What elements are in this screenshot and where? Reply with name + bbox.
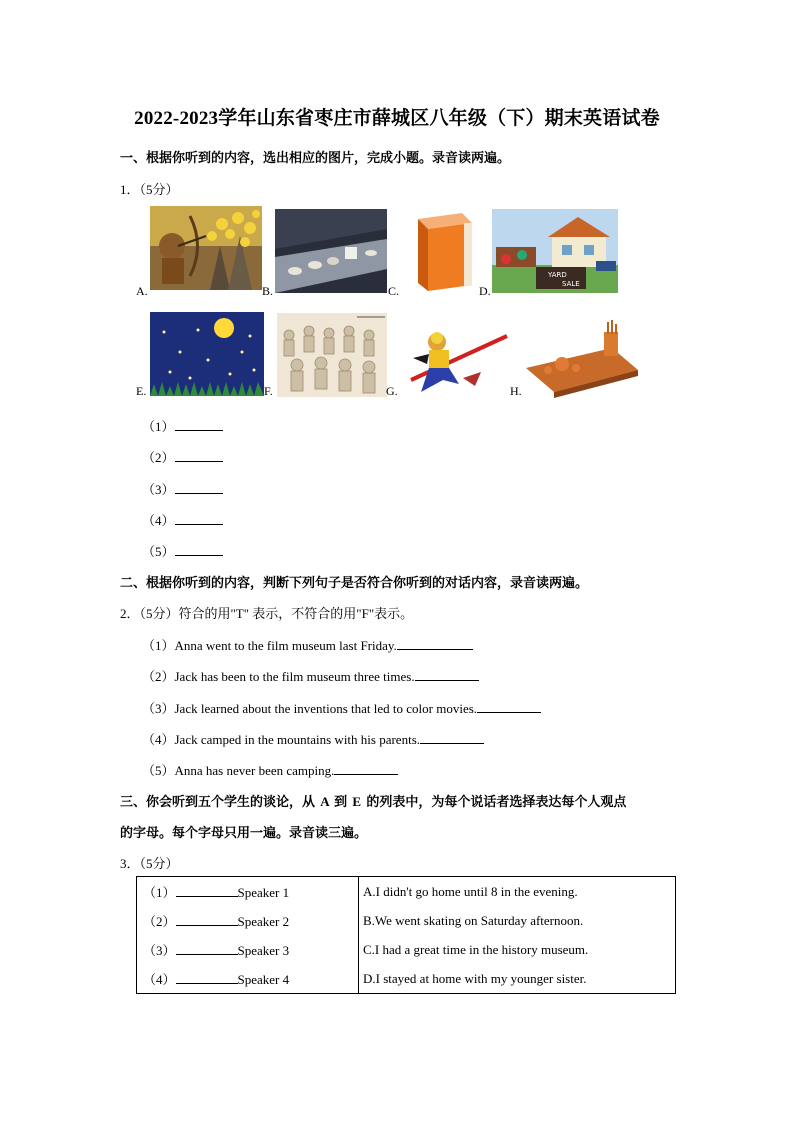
yard-sale-image	[492, 209, 618, 293]
matching-table	[136, 876, 676, 994]
book-image	[404, 211, 480, 293]
night-moon-image	[150, 312, 264, 396]
speaker-cell: （4） Speaker 4	[137, 964, 359, 994]
option-d-label: D.	[479, 284, 491, 298]
answer-blank[interactable]	[477, 700, 541, 713]
section2-heading: 二、根据你听到的内容，判断下列句子是否符合你听到的对话内容，录音读两遍。	[120, 575, 589, 590]
page-title: 2022-2023学年山东省枣庄市薛城区八年级（下）期末英语试卷	[134, 108, 660, 129]
q2-item-2: （2）Jack has been to the film museum three times.	[142, 666, 479, 685]
answer-blank[interactable]	[175, 418, 223, 431]
section3-heading-line1: 三、你会听到五个学生的谈论，从 A 到 E 的列表中，为每个说话者选择表达每个人观点	[120, 794, 627, 809]
yard-sign-line2: SALE	[562, 280, 580, 288]
tea-set-image	[524, 318, 640, 398]
answer-blank[interactable]	[175, 512, 223, 525]
monkey-king-image	[403, 318, 509, 398]
answer-blank[interactable]	[176, 884, 238, 897]
option-f-label: F.	[264, 384, 273, 398]
option-c-label: C.	[388, 284, 400, 298]
q1-answer-5: （5）	[142, 541, 223, 560]
q1-label: 1．（5分）	[120, 182, 179, 197]
option-h-label: H.	[510, 384, 522, 398]
table-row	[137, 935, 676, 964]
answer-blank[interactable]	[175, 543, 223, 556]
q1-answer-1: （1）	[142, 416, 223, 435]
option-e-label: E.	[136, 384, 147, 398]
option-g-label: G.	[386, 384, 398, 398]
speaker-cell: （3） Speaker 3	[137, 935, 359, 964]
option-cell: D.I stayed at home with my younger sister.	[359, 964, 676, 994]
q2-item-5: （5）Anna has never been camping.	[142, 760, 398, 779]
answer-blank[interactable]	[397, 637, 473, 650]
answer-blank[interactable]	[415, 668, 479, 681]
answer-blank[interactable]	[175, 481, 223, 494]
q1-answer-4: （4）	[142, 510, 223, 529]
table-row	[137, 906, 676, 935]
option-cell: C.I had a great time in the history museum.	[359, 935, 676, 964]
answer-blank[interactable]	[334, 762, 398, 775]
terracotta-warriors-image	[277, 313, 387, 397]
option-cell: B.We went skating on Saturday afternoon.	[359, 906, 676, 935]
section3-heading-line2: 的字母。每个字母只用一遍。录音读三遍。	[120, 825, 368, 840]
speaker-cell: （1） Speaker 1	[137, 877, 359, 907]
q1-answer-3: （3）	[142, 479, 223, 498]
q2-label: 2．（5分）符合的用"T" 表示，不符合的用"F"表示。	[120, 606, 414, 621]
q3-label: 3．（5分）	[120, 856, 179, 871]
museum-display-image	[275, 209, 387, 293]
yard-sign-line1: YARD	[548, 271, 567, 279]
section1-heading: 一、根据你听到的内容，选出相应的图片，完成小题。录音读两遍。	[120, 150, 511, 165]
archer-sun-image	[150, 206, 262, 290]
option-cell: A.I didn't go home until 8 in the evening.	[359, 877, 676, 907]
q2-item-1: （1）Anna went to the film museum last Friday.	[142, 635, 473, 654]
answer-blank[interactable]	[176, 913, 238, 926]
q2-item-3: （3）Jack learned about the inventions that led to color movies.	[142, 698, 541, 717]
table-row	[137, 964, 676, 994]
answer-blank[interactable]	[176, 971, 238, 984]
answer-blank[interactable]	[175, 449, 223, 462]
table-row	[137, 877, 676, 907]
option-b-label: B.	[262, 284, 274, 298]
option-a-label: A.	[136, 284, 148, 298]
answer-blank[interactable]	[420, 731, 484, 744]
speaker-cell: （2） Speaker 2	[137, 906, 359, 935]
answer-blank[interactable]	[176, 942, 238, 955]
q1-answer-2: （2）	[142, 447, 223, 466]
q2-item-4: （4）Jack camped in the mountains with his parents.	[142, 729, 484, 748]
